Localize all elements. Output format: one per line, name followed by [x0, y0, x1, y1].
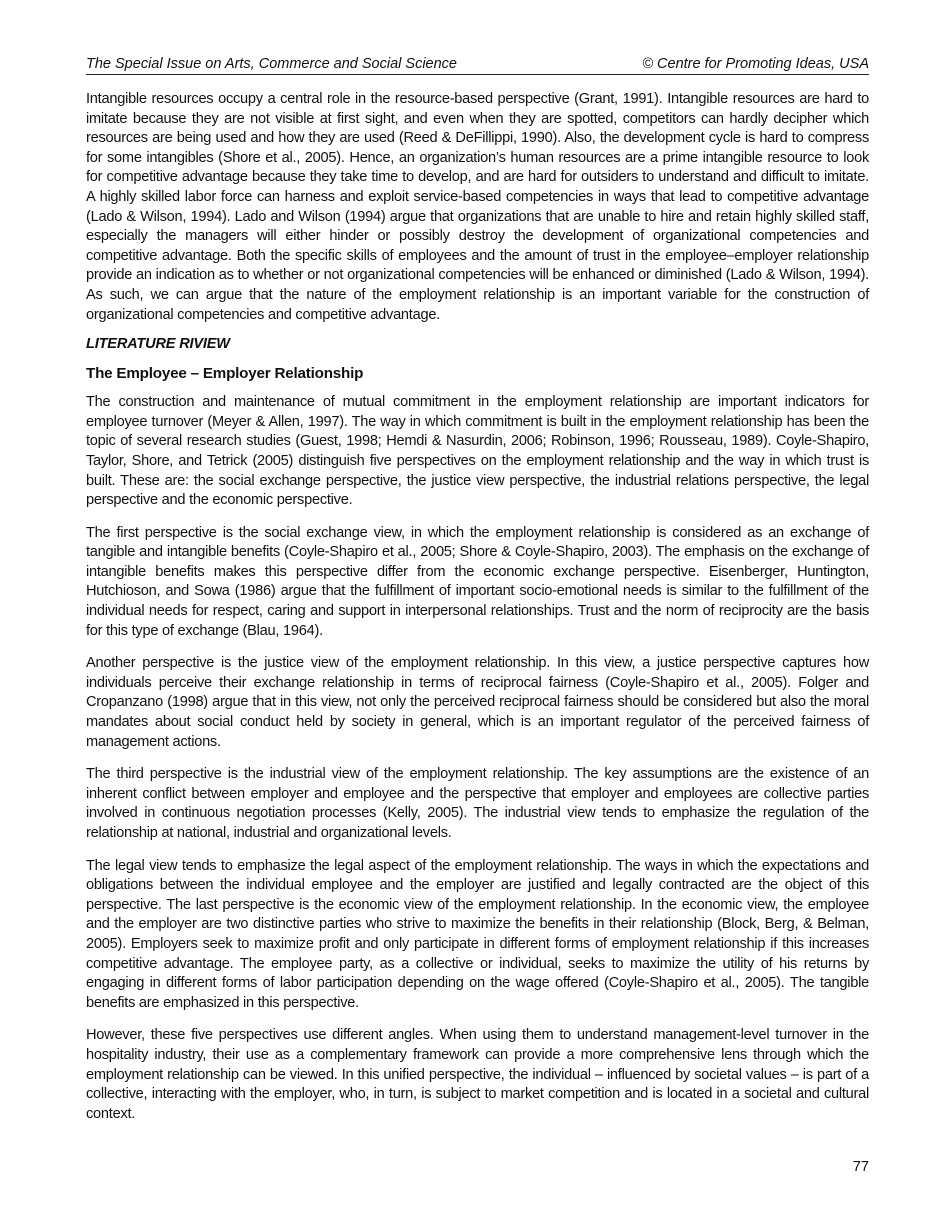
body-paragraph: Another perspective is the justice view of the employment relationship. In this view, a justice perspective captures how individuals perceive their exchange relationship in terms of reciprocal fairness (Coyle-Shapiro et al., 2005). Folger and Cropanzano (1998) argue that in this view, not only the perceived reciprocal fairness should be considered but also the moral mandates about social conduct held by society in general, which is an important regulator of the perceived fairness of management actions.	[86, 655, 869, 750]
page-number: 77	[852, 1159, 869, 1175]
body-content	[86, 90, 869, 1124]
body-paragraph: The legal view tends to emphasize the legal aspect of the employment relationship. The ways in which the expectations and obligations between the individual employee and the employer are justified and legally contracted are the object of this perspective. The last perspective is the economic view of the employment relationship. In the economic view, the employee and the employer are two distinctive parties who strive to maximize the benefits in their relationship (Block, Berg, & Belman, 2005). Employers seek to maximize profit and only participate in different forms of employment relationship if this increases competitive advantage. The employee party, as a collective or individual, seeks to maximize the utility of his returns by engaging in different forms of labor participation depending on the wage offered (Coyle-Shapiro et al., 2005). The tangible benefits are emphasized in this perspective.	[86, 857, 869, 1011]
journal-title: The Special Issue on Arts, Commerce and Social Science	[86, 56, 457, 72]
running-header	[86, 56, 869, 75]
publisher-notice: © Centre for Promoting Ideas, USA	[642, 56, 869, 72]
section-heading: LITERATURE RIVIEW	[86, 336, 230, 353]
body-paragraph: The construction and maintenance of mutual commitment in the employment relationship are important indicators for employee turnover (Meyer & Allen, 1997). The way in which commitment is built in the employment relationship has been the topic of several research studies (Guest, 1998; Hemdi & Nasurdin, 2006; Robinson, 1996; Rousseau, 1989). Coyle-Shapiro, Taylor, Shore, and Tetrick (2005) distinguish five perspectives on the employment relationship and the way in which trust is built. These are: the social exchange perspective, the justice view perspective, the industrial relations perspective, the legal perspective and the economic perspective.	[86, 394, 869, 509]
body-paragraph: However, these five perspectives use different angles. When using them to understand management-level turnover in the hospitality industry, their use as a complementary framework can provide a more comprehensive lens through which the employment relationship can be viewed. In this unified perspective, the individual – influenced by societal values – is part of a collective, interacting with the employer, who, in turn, is subject to market competition and is located in a societal and cultural context.	[86, 1027, 869, 1122]
paper-page	[86, 56, 869, 1137]
body-paragraph: The third perspective is the industrial view of the employment relationship. The key assumptions are the existence of an inherent conflict between employer and employee and the perspective that employer and employees are collective parties involved in continuous negotiation processes (Kelly, 2005). The industrial view tends to emphasize the regulation of the relationship at national, industrial and organizational levels.	[86, 766, 869, 841]
subsection-heading: The Employee – Employer Relationship	[86, 365, 364, 383]
body-paragraph: The first perspective is the social exchange view, in which the employment relationship is considered as an exchange of tangible and intangible benefits (Coyle-Shapiro et al., 2005; Shore & Coyle-Shapiro, 2003). The emphasis on the exchange of intangible benefits makes this perspective differ from the economic exchange perspective. Eisenberger, Huntington, Hutchioson, and Sowa (1986) argue that the fulfillment of important socio-emotional needs is similar to the fulfillment of the individual needs for respect, caring and support in interpersonal relationships. Trust and the norm of reciprocity are the basis for this type of exchange (Blau, 1964).	[86, 524, 869, 639]
intro-paragraph: Intangible resources occupy a central role in the resource-based perspective (Grant, 1991). Intangible resources are hard to imitate because they are not visible at first sight, and even when they are spotted, competitors can hardly decipher which resources are being used and how they are used (Reed & DeFillippi, 1990). Also, the development cycle is hard to compress for some intangibles (Shore et al., 2005). Hence, an organization’s human resources are a prime intangible resource to look for competitive advantage because they take time to develop, and are hard for outsiders to understand and difficult to imitate. A highly skilled labor force can harness and exploit service-based competencies in ways that lead to competitive advantage (Lado & Wilson, 1994). Lado and Wilson (1994) argue that organizations that are unable to hire and retain highly skilled staff, especially the managers will either hinder or possibly destroy the development of organizational competencies and competitive advantage. Both the specific skills of employees and the amount of trust in the employee–employer relationship provide an indication as to whether or not organizational competencies will be enhanced or diminished (Lado & Wilson, 1994). As such, we can argue that the nature of the employment relationship is an important variable for the construction of organizational competencies and competitive advantage.	[86, 91, 869, 323]
